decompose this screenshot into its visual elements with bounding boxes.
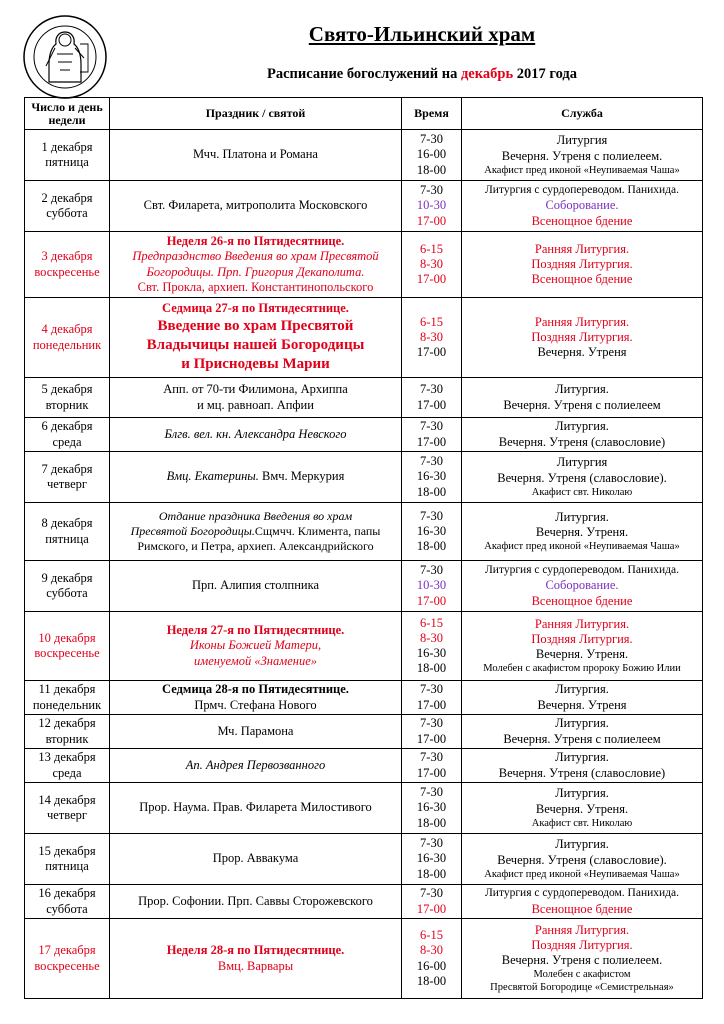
- table-header-row: [25, 98, 703, 130]
- time-cell: 6-15 8-30 17-00: [402, 232, 462, 298]
- table-row: [25, 715, 703, 749]
- service-cell: Литургия с сурдопереводом. Панихида. Соборование. Всенощное бдение: [462, 181, 703, 232]
- table-row: [25, 232, 703, 298]
- col-header-feast: Праздник / святой: [110, 98, 402, 130]
- service-cell: Литургия. Вечерня. Утреня: [462, 681, 703, 715]
- service-cell: Ранняя Литургия. Поздняя Литургия. Вечерня. Утреня с полиелеем. Молебен с акафистом Пресвятой Богородице «Семистрельная»: [462, 919, 703, 999]
- date-cell: 4 декабря понедельник: [25, 298, 110, 378]
- service-cell: Литургия. Вечерня. Утреня (славословие). Акафист пред иконой «Неупиваемая Чаша»: [462, 834, 703, 885]
- subtitle-prefix: Расписание богослужений на: [266, 66, 458, 82]
- service-cell: Литургия с сурдопереводом. Панихида. Соборование. Всенощное бдение: [462, 561, 703, 612]
- service-cell: Ранняя Литургия. Поздняя Литургия. Вечерня. Утреня. Молебен с акафистом пророку Божию Илии: [462, 612, 703, 681]
- feast-cell: Прор. Софонии. Прп. Саввы Сторожевского: [110, 885, 402, 919]
- date-cell: 6 декабря среда: [25, 418, 110, 452]
- date-cell: 3 декабря воскресенье: [25, 232, 110, 298]
- service-cell: Литургия. Вечерня. Утреня (славословие): [462, 418, 703, 452]
- time-cell: 7-30 17-00: [402, 378, 462, 418]
- time-cell: 7-30 17-00: [402, 749, 462, 783]
- page-title: Свято-Ильинский храм: [308, 22, 536, 46]
- service-cell: Литургия. Вечерня. Утреня с полиелеем: [462, 378, 703, 418]
- service-cell: Литургия Вечерня. Утреня с полиелеем. Акафист пред иконой «Неупиваемая Чаша»: [462, 130, 703, 181]
- time-cell: 6-15 8-30 16-30 18-00: [402, 612, 462, 681]
- date-cell: 10 декабря воскресенье: [25, 612, 110, 681]
- table-row: [25, 681, 703, 715]
- subtitle-year: 2017 года: [516, 66, 577, 82]
- date-cell: 17 декабря воскресенье: [25, 919, 110, 999]
- table-row: [25, 561, 703, 612]
- date-cell: 15 декабря пятница: [25, 834, 110, 885]
- time-cell: 7-30 16-00 18-00: [402, 130, 462, 181]
- feast-cell: Свт. Филарета, митрополита Московского: [110, 181, 402, 232]
- feast-cell: Прор. Наума. Прав. Филарета Милостивого: [110, 783, 402, 834]
- feast-cell: Мчч. Платона и Романа: [110, 130, 402, 181]
- feast-cell: Неделя 28-я по Пятидесятнице. Вмц. Варвары: [110, 919, 402, 999]
- subtitle-month: декабрь: [460, 66, 514, 82]
- date-cell: 1 декабря пятница: [25, 130, 110, 181]
- table-row: [25, 885, 703, 919]
- date-cell: 11 декабря понедельник: [25, 681, 110, 715]
- service-cell: Литургия. Вечерня. Утреня с полиелеем: [462, 715, 703, 749]
- date-cell: 2 декабря суббота: [25, 181, 110, 232]
- time-cell: 6-15 8-30 17-00: [402, 298, 462, 378]
- time-cell: 7-30 17-00: [402, 681, 462, 715]
- feast-cell: Седмица 27-я по Пятидесятнице. Введение во храм Пресвятой Владычицы нашей Богородицы и Приснодевы Марии: [110, 298, 402, 378]
- service-cell: Литургия. Вечерня. Утреня. Акафист свт. Николаю: [462, 783, 703, 834]
- time-cell: 7-30 16-30 18-00: [402, 503, 462, 561]
- time-cell: 7-30 17-00: [402, 418, 462, 452]
- col-header-service: Служба: [462, 98, 703, 130]
- feast-cell: Неделя 27-я по Пятидесятнице. Иконы Божией Матери, именуемой «Знамение»: [110, 612, 402, 681]
- service-cell: Литургия. Вечерня. Утреня. Акафист пред иконой «Неупиваемая Чаша»: [462, 503, 703, 561]
- date-cell: 7 декабря четверг: [25, 452, 110, 503]
- table-row: [25, 130, 703, 181]
- schedule-subtitle: [120, 66, 724, 83]
- time-cell: 7-30 17-00: [402, 715, 462, 749]
- time-cell: 7-30 16-30 18-00: [402, 783, 462, 834]
- date-cell: 5 декабря вторник: [25, 378, 110, 418]
- date-cell: 12 декабря вторник: [25, 715, 110, 749]
- time-cell: 7-30 10-30 17-00: [402, 181, 462, 232]
- feast-cell: Неделя 26-я по Пятидесятнице. Предпразднство Введения во храм Пресвятой Богородицы. Прп. Григория Декаполита. Свт. Прокла, архиеп. Константинопольского: [110, 232, 402, 298]
- feast-cell: Седмица 28-я по Пятидесятнице. Прмч. Стефана Нового: [110, 681, 402, 715]
- col-header-time: Время: [402, 98, 462, 130]
- feast-cell: Блгв. вел. кн. Александра Невского: [110, 418, 402, 452]
- time-cell: 7-30 17-00: [402, 885, 462, 919]
- feast-cell: Прп. Алипия столпника: [110, 561, 402, 612]
- service-cell: Ранняя Литургия. Поздняя Литургия. Всенощное бдение: [462, 232, 703, 298]
- table-row: [25, 834, 703, 885]
- service-cell: Ранняя Литургия. Поздняя Литургия. Вечерня. Утреня: [462, 298, 703, 378]
- table-row: [25, 378, 703, 418]
- feast-cell: Отдание праздника Введения во храм Пресвятой Богородицы.Сщмчч. Климента, папы Римского, и Петра, архиеп. Александрийского: [110, 503, 402, 561]
- col-header-date: Число и день недели: [25, 98, 110, 130]
- table-row: [25, 503, 703, 561]
- table-row: [25, 749, 703, 783]
- date-cell: 16 декабря суббота: [25, 885, 110, 919]
- table-row: [25, 919, 703, 999]
- schedule-table: [24, 97, 703, 999]
- time-cell: 6-15 8-30 16-00 18-00: [402, 919, 462, 999]
- table-row: [25, 452, 703, 503]
- table-row: [25, 612, 703, 681]
- service-cell: Литургия Вечерня. Утреня (славословие). Акафист свт. Николаю: [462, 452, 703, 503]
- date-cell: 13 декабря среда: [25, 749, 110, 783]
- feast-cell: Апп. от 70-ти Филимона, Архиппа и мц. равноап. Апфии: [110, 378, 402, 418]
- service-cell: Литургия. Вечерня. Утреня (славословие): [462, 749, 703, 783]
- time-cell: 7-30 10-30 17-00: [402, 561, 462, 612]
- feast-cell: Мч. Парамона: [110, 715, 402, 749]
- time-cell: 7-30 16-30 18-00: [402, 452, 462, 503]
- church-seal-logo: [22, 14, 108, 100]
- date-cell: 14 декабря четверг: [25, 783, 110, 834]
- table-row: [25, 418, 703, 452]
- feast-cell: Вмц. Екатерины. Вмч. Меркурия: [110, 452, 402, 503]
- service-cell: Литургия с сурдопереводом. Панихида. Всенощное бдение: [462, 885, 703, 919]
- table-row: [25, 783, 703, 834]
- date-cell: 8 декабря пятница: [25, 503, 110, 561]
- time-cell: 7-30 16-30 18-00: [402, 834, 462, 885]
- date-cell: 9 декабря суббота: [25, 561, 110, 612]
- table-row: [25, 298, 703, 378]
- table-row: [25, 181, 703, 232]
- feast-cell: Прор. Аввакума: [110, 834, 402, 885]
- feast-cell: Ап. Андрея Первозванного: [110, 749, 402, 783]
